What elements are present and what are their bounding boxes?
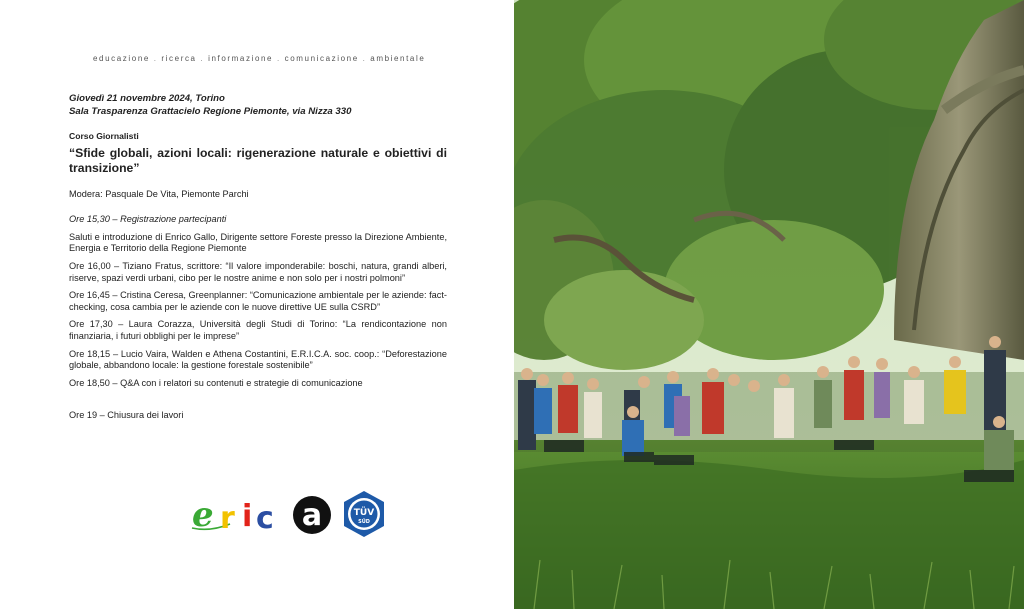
- tagline-separator: .: [362, 54, 367, 63]
- tagline-word: ambientale: [370, 54, 426, 63]
- erica-letter-r: r: [220, 501, 235, 536]
- program-item-vaira-costantini: Ore 18,15 – Lucio Vaira, Walden e Athena Costantini, E.R.I.C.A. soc. coop.: “Deforestazione globale, abbandono locale: la gestione forestale sostenibile”: [69, 348, 447, 371]
- tagline-separator: .: [276, 54, 281, 63]
- tagline-separator: .: [200, 54, 205, 63]
- event-moderator: Modera: Pasquale De Vita, Piemonte Parchi: [69, 188, 249, 199]
- program-item-fratus: Ore 16,00 – Tiziano Fratus, scrittore: “Il valore imponderabile: boschi, natura, grandi alberi, riserve, spazi verdi urbani, cibo per le nostre anime e non solo per i nostri polmoni”: [69, 260, 447, 283]
- tagline-word: informazione: [208, 54, 274, 63]
- tagline-word: ricerca: [161, 54, 197, 63]
- tuv-sub-text: SÜD: [358, 519, 370, 525]
- program-closing: Ore 19 – Chiusura dei lavori: [69, 410, 184, 421]
- program-item-welcome: Saluti e introduzione di Enrico Gallo, Dirigente settore Foreste presso la Direzione Ambiente, Energia e Territorio della Regione Piemonte: [69, 231, 447, 254]
- tagline-separator: .: [153, 54, 158, 63]
- event-date-place: Giovedì 21 novembre 2024, Torino: [69, 93, 225, 104]
- event-title: “Sfide globali, azioni locali: rigenerazione naturale e obiettivi di transizione”: [69, 145, 447, 176]
- erica-logo: [190, 494, 335, 536]
- tuv-sud-logo: [340, 490, 388, 538]
- tagline: [93, 54, 425, 63]
- program-item-qa: Ore 18,50 – Q&A con i relatori su contenuti e strategie di comunicazione: [69, 377, 363, 388]
- erica-letter-c: c: [256, 501, 274, 536]
- erica-letter-a: a: [301, 498, 323, 533]
- group-photo-illustration: [514, 0, 1024, 609]
- group-photo: [514, 0, 1024, 609]
- tagline-word: comunicazione: [284, 54, 359, 63]
- program-item-corazza: Ore 17,30 – Laura Corazza, Università degli Studi di Torino: “La rendicontazione non finanziaria, i futuri obblighi per le imprese”: [69, 319, 447, 341]
- tagline-word: educazione: [93, 54, 150, 63]
- erica-letter-e: e: [192, 495, 214, 535]
- event-content: [69, 92, 447, 422]
- erica-letter-i: i: [242, 499, 253, 534]
- event-venue: Sala Trasparenza Grattacielo Regione Piemonte, via Nizza 330: [69, 106, 352, 117]
- program-item-registration: Ore 15,30 – Registrazione partecipanti: [69, 214, 227, 225]
- event-course: Corso Giornalisti: [69, 131, 139, 141]
- tuv-main-text: TÜV: [353, 508, 375, 518]
- program-item-ceresa: Ore 16,45 – Cristina Ceresa, Greenplanner: “Comunicazione ambientale per le aziende: fact-checking, cosa cambia per le aziende con le nuove direttive UE sulla CSRD”: [69, 290, 447, 312]
- logos: [190, 490, 390, 540]
